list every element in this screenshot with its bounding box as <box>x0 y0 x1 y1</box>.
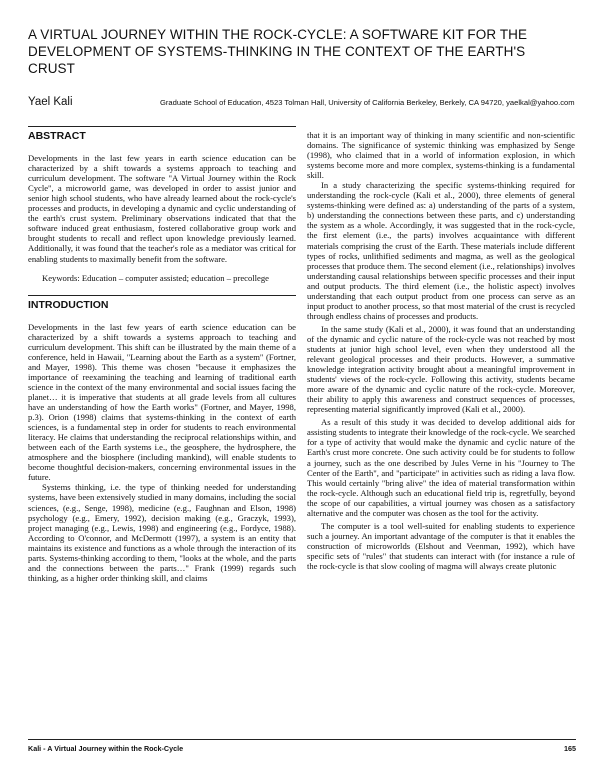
body-paragraph: As a result of this study it was decided to develop additional aids for assisting students to integrate their knowledge of the rock-cycle. We searched for a type of activity that would make the dynamic and cyclic nature of the Earth's crust more concrete. One such activity could be for students to follow a journey, such as the one described by Jules Verne in his "Journey to The Center of the Earth", and "participate" in activities such as riding a lava flow. This would certainly "bring alive" the idea of material transformation within the rock-cycle. Although such an educational field trip is, regretfully, beyond the scope of our capabilities, a virtual journey was chosen as a satisfactory alternative and the computer was chosen as the tool for the activity. <box>307 417 575 518</box>
abstract-section <box>28 126 296 283</box>
introduction-section <box>28 295 296 583</box>
body-paragraph: that it is an important way of thinking in many scientific and non-scientific domains. The significance of systemic thinking was emphasized by Senge (1998), who claimed that in a world of information explosion, in which systems become more and more complex, systems-thinking is a fundamental skill. <box>307 130 575 181</box>
author-affiliation: Graduate School of Education, 4523 Tolman Hall, University of California Berkeley, Berkely, CA 94720, yaelkal@yahoo.com <box>160 98 575 107</box>
author-name: Yael Kali <box>28 96 73 108</box>
abstract-text: Developments in the last few years in earth science education can be characterized by a shift towards a systems approach to teaching and curriculum development. The software "A Virtual Journey within the Rock Cycle", a microworld game, was developed in order to assist junior and senior high school students, who have already learned about the rock-cycle's processes and products, in developing a dynamic and cyclic understanding of the earth's crust system. Preliminary observations indicated that that the software induced great enthusiasm, fostered collaborative group work and brought students to recall and reflect upon knowledge previously learned. Additionally, it was found that the teacher's role as a mediator was critical for enabling students to maximally benefit from the software. <box>28 153 296 264</box>
body-paragraph: In the same study (Kali et al., 2000), it was found that an understanding of the dynamic and cyclic nature of the rock-cycle was not reached by most students at junior high school level, even when they understood all the relevant geological processes and their products. However, a summative knowledge integration activity brought about a meaningful improvement in students' views of the rock-cycle. Following this activity, students became more aware of the dynamic and cyclic nature of the rock-cycle. Moreover, their ability to apply this awareness and construct sequences of processes, representing material significantly improved (Kali et al., 2000). <box>307 323 575 415</box>
running-title: Kali - A Virtual Journey within the Rock-Cycle <box>28 744 184 753</box>
page-number: 165 <box>564 744 576 753</box>
introduction-heading: INTRODUCTION <box>28 295 296 310</box>
left-column <box>28 126 296 583</box>
paper-title: A VIRTUAL JOURNEY WITHIN THE ROCK-CYCLE: A SOFTWARE KIT FOR THE DEVELOPMENT OF SYSTEMS-THINKING IN THE CONTEXT OF THE EARTH'S CRUST <box>28 27 528 76</box>
page-footer <box>28 739 576 753</box>
intro-paragraph-2: Systems thinking, i.e. the type of thinking needed for understanding systems, have been extensively studied in many domains, including the social sciences, (e.g., Senge, 1998), medicine (e.g., Faughnan and Elson, 1998) psychology (e.g., Emery, 1992), decision making (e.g., Graczyk, 1993), project managing (e.g., Lewis, 1998) and engineering (e.g., Fordyce, 1988). According to O'connor, and McDermott (1997), a system is an entity that maintains its existence and functions as a whole through the interaction of its parts. Systems-thinking according to them, "looks at the whole, and the parts and the connections between the parts…" Frank (1999) regards such thinking, as a higher order thinking skill, and claims <box>28 482 296 583</box>
keywords: Keywords: Education – computer assisted; education – precollege <box>42 272 269 283</box>
body-paragraph: In a study characterizing the specific systems-thinking required for understanding the rock-cycle (Kali et al., 2000), three elements of general systems-thinking were defined as: a) understanding of the parts of a system, b) understanding the connections between these parts, and c) understanding the system as a whole. Accordingly, it was suggested that in the rock-cycle, the first element (i.e., the parts) involves acquaintance with different materials comprising the crust of the Earth. These materials include different types of rocks, unlithified sediments and magma, as well as the geological processes that produce them. The second element (i.e., relationships) involves understanding causal relationships between specific processes and their input and output products. The third element (i.e., the holistic aspect) involves understanding that each output product from one process can serve as an input product to another process, so that most material of the crust is recycled through endless chains of processes and products. <box>307 180 575 321</box>
body-paragraph: The computer is a tool well-suited for enabling students to experience such a journey. An important advantage of the computer is that it enables the construction of microworlds (Elshout and Veenman, 1992), which have specific sets of "rules" that students can interact with (for instance a rule of the rock-cycle is that slow cooling of magma will always create plutonic <box>307 520 575 571</box>
right-column <box>307 130 575 571</box>
intro-paragraph-1: Developments in the last few years of earth science education can be characterized by a shift towards a systems approach to teaching and curriculum development. This shift can be illustrated by the main theme of a conference, held in Hawaii, "Learning about the Earth as a system" (Fortner, and Mayer, 1998). This theme was chosen "because it emphasizes the importance of reexamining the teaching and learning of traditional earth science in the context of the many environmental and social issues facing the planet… it is imperative that students at all grade levels from all cultures have an understanding of how the Earth works" (Fortner, and Mayer, 1998, p.3). Orion (1998) claims that systems-thinking in the context of earth sciences, is a fundamental step in order for students to reach environmental literacy. He claims that understanding the reciprocal relationships within, and between each of the Earth systems i.e., the geosphere, the hydrosphere, the atmosphere and the biosphere (including mankind), will enable students to become thoughtful decision-makers, concerning environmental issues in the future. <box>28 321 296 483</box>
abstract-heading: ABSTRACT <box>28 126 296 141</box>
